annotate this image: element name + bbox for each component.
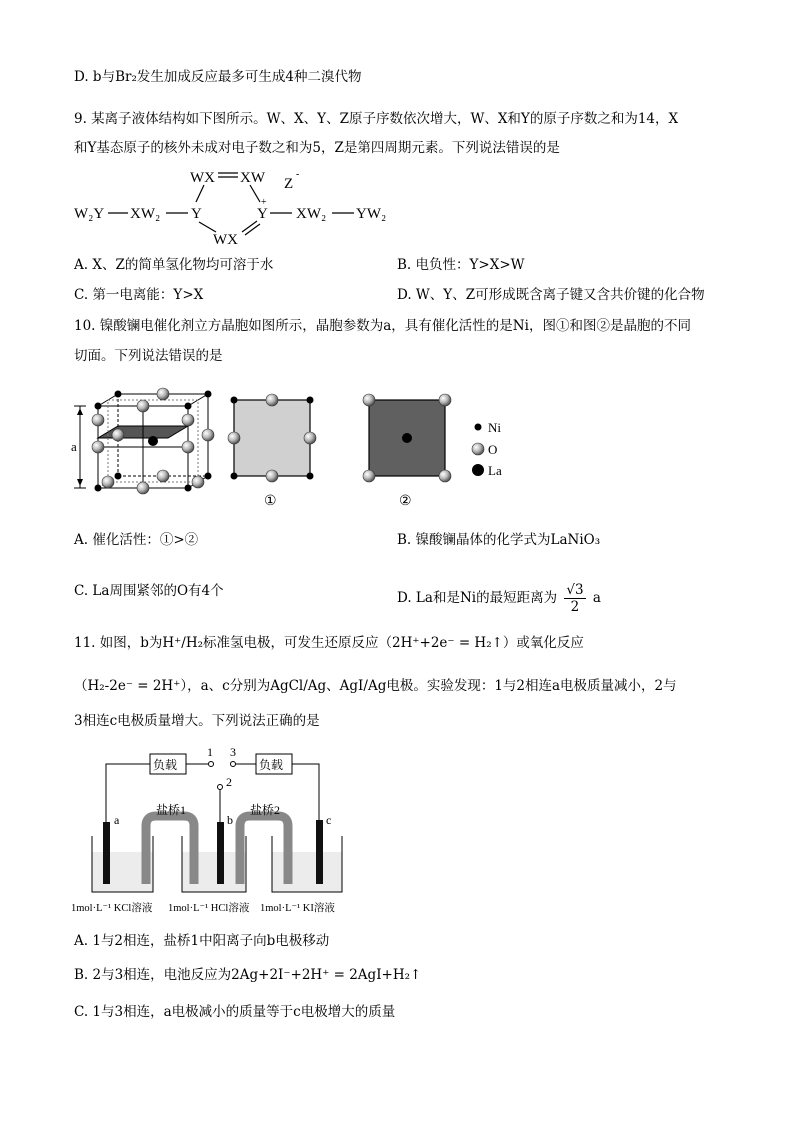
electrode-c: c bbox=[326, 813, 332, 827]
q9-cation-charge: + bbox=[261, 197, 267, 208]
q8-option-d: D. b与Br₂发生加成反应最多可生成4种二溴代物 bbox=[74, 69, 362, 85]
q9-ring-bottom: WX bbox=[213, 232, 238, 248]
q9-left-xw2: XW₂ bbox=[130, 206, 161, 222]
lattice-parameter-label: a bbox=[71, 439, 77, 454]
q9-anion-charge: - bbox=[296, 169, 300, 180]
q10-option-c: C. La周围紧邻的O有4个 bbox=[74, 583, 224, 599]
terminal-3: 3 bbox=[230, 745, 236, 759]
q9-stem-line1: 9. 某离子液体结构如下图所示。W、X、Y、Z原子序数依次增大，W、X和Y的原子序数之和为14，X bbox=[74, 111, 679, 127]
cut-plane-2-label: ② bbox=[399, 494, 412, 509]
q9-left-w2y: W₂Y bbox=[74, 206, 105, 222]
legend-la: La bbox=[488, 463, 502, 478]
q11-stem-line3: 3相连c电极质量增大。下列说法正确的是 bbox=[74, 713, 320, 729]
q9-structure-diagram bbox=[70, 162, 400, 250]
terminal-1: 1 bbox=[207, 745, 213, 759]
unit-cell-atoms bbox=[92, 388, 214, 494]
cut-plane-1-label: ① bbox=[264, 494, 277, 509]
q9-option-c: C. 第一电离能：Y>X bbox=[74, 287, 204, 303]
q9-option-d: D. W、Y、Z可形成既含离子键又含共价键的化合物 bbox=[397, 287, 705, 303]
q9-ring-y-right: Y bbox=[257, 206, 268, 222]
solution-hcl: 1mol·L⁻¹ HCl溶液 bbox=[168, 903, 250, 914]
load-left: 负载 bbox=[153, 758, 178, 772]
load-right: 负载 bbox=[259, 758, 284, 772]
electrode-b: b bbox=[227, 813, 233, 827]
q9-ring-y-left: Y bbox=[191, 206, 202, 222]
legend-o: O bbox=[488, 442, 498, 457]
q10-option-a: A. 催化活性：①>② bbox=[74, 532, 199, 548]
legend-ni: Ni bbox=[488, 420, 501, 435]
q11-option-c: C. 1与3相连，a电极减小的质量等于c电极增大的质量 bbox=[74, 1004, 396, 1020]
q10-option-d-fraction bbox=[564, 582, 585, 615]
q9-ring-top-right: XW bbox=[240, 170, 265, 186]
fraction-denominator: 2 bbox=[570, 599, 580, 615]
solution-ki: 1mol·L⁻¹ KI溶液 bbox=[260, 903, 335, 914]
q10-stem-line1: 10. 镍酸镧电催化剂立方晶胞如图所示，晶胞参数为a，具有催化活性的是Ni，图①和图②是晶胞的不同 bbox=[74, 318, 691, 334]
q10-stem-line2: 切面。下列说法错误的是 bbox=[74, 348, 223, 364]
salt-bridge-1: 盐桥1 bbox=[156, 803, 187, 817]
cut-plane-2 bbox=[363, 394, 451, 509]
electrode-a: a bbox=[114, 813, 120, 827]
q9-right-yw2: YW₂ bbox=[356, 206, 387, 222]
q10-crystal-figure bbox=[68, 380, 518, 512]
q10-option-d-prefix: D. La和是Ni的最短距离为 bbox=[397, 590, 558, 606]
atom-legend bbox=[472, 420, 502, 478]
q11-stem-line2: （H₂-2e⁻ = 2H⁺），a、c分别为AgCl/Ag、AgI/Ag电极。实验发现：1与2相连a电极质量减小，2与 bbox=[74, 678, 677, 694]
q9-option-a: A. X、Z的简单氢化物均可溶于水 bbox=[74, 257, 274, 273]
q9-option-b: B. 电负性：Y>X>W bbox=[397, 257, 525, 273]
q9-stem-line2: 和Y基态原子的核外未成对电子数之和为5，Z是第四周期元素。下列说法错误的是 bbox=[74, 140, 560, 156]
q11-option-b: B. 2与3相连，电池反应为2Ag+2I⁻+2H⁺ = 2AgI+H₂↑ bbox=[74, 967, 422, 983]
terminal-2: 2 bbox=[226, 775, 232, 789]
q9-right-xw2: XW₂ bbox=[296, 206, 327, 222]
q10-option-d-suffix: a bbox=[592, 590, 601, 606]
lattice-parameter-arrow bbox=[71, 406, 86, 488]
cut-plane-1 bbox=[228, 394, 316, 509]
q11-electrochemical-cell bbox=[70, 742, 360, 918]
fraction-numerator: √3 bbox=[566, 582, 584, 598]
salt-bridge-2: 盐桥2 bbox=[250, 803, 281, 817]
q9-ring-top-left: WX bbox=[190, 170, 215, 186]
solution-kcl: 1mol·L⁻¹ KCl溶液 bbox=[71, 903, 153, 914]
q11-stem-line1: 11. 如图，b为H⁺/H₂标准氢电极，可发生还原反应（2H⁺+2e⁻ = H₂↑）或氧化反应 bbox=[74, 635, 584, 651]
q10-option-b: B. 镍酸镧晶体的化学式为LaNiO₃ bbox=[397, 532, 601, 548]
q9-anion-z: Z bbox=[284, 176, 294, 192]
q11-option-a: A. 1与2相连，盐桥1中阳离子向b电极移动 bbox=[74, 933, 330, 949]
q10-option-d bbox=[397, 582, 601, 615]
